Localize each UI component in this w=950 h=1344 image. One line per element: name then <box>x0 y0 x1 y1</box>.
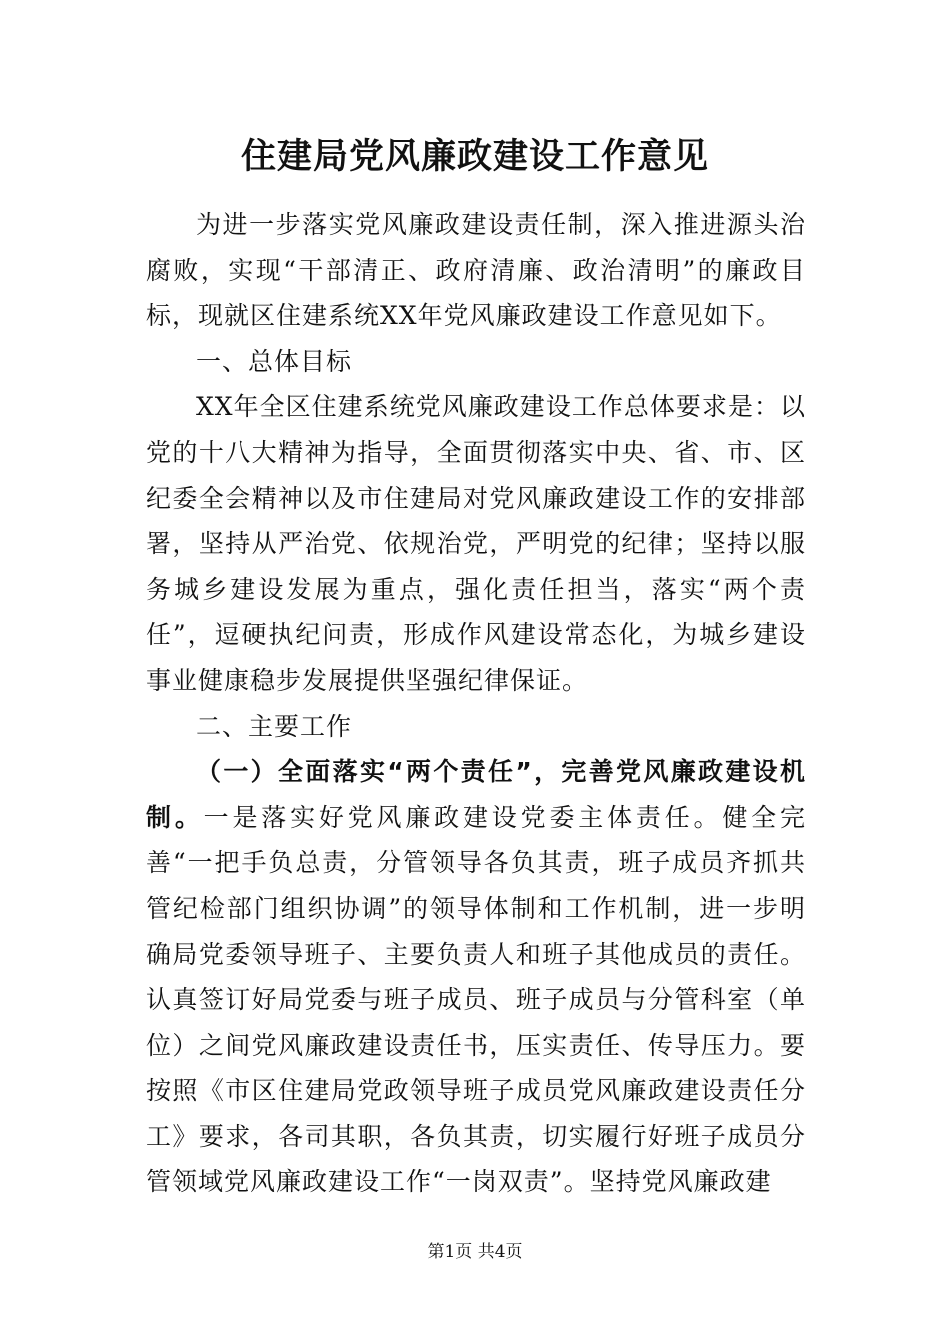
section-paragraph-overall-goal: XX年全区住建系统党风廉政建设工作总体要求是：以党的十八大精神为指导，全面贯彻落实中央、省、市、区纪委全会精神以及市住建局对党风廉政建设工作的安排部署，坚持从严治党、依规治党，严明党的纪律；坚持以服务城乡建设发展为重点，强化责任担当，落实“两个责任”，逗硬执纪问责，形成作风建设常态化，为城乡建设事业健康稳步发展提供坚强纪律保证。 <box>146 392 806 695</box>
section-heading-overall-goal: 一、总体目标 <box>196 346 353 376</box>
page-footer: 第1页 共4页 <box>427 1242 523 1262</box>
subsection-paragraph-1 <box>146 749 806 1205</box>
subsection-lead-1: （一）全面落实“两个责任”，完善党风廉政建设机制。 <box>146 757 806 832</box>
subsection-body-1: 一是落实好党风廉政建设党委主体责任。健全完善“一把手负总责，分管领导各负其责，班子成员齐抓共管纪检部门组织协调”的领导体制和工作机制，进一步明确局党委领导班子、主要负责人和班子其他成员的责任。认真签订好局党委与班子成员、班子成员与分管科室（单位）之间党风廉政建设责任书，压实责任、传导压力。要按照《市区住建局党政领导班子成员党风廉政建设责任分工》要求，各司其职，各负其责，切实履行好班子成员分管领域党风廉政建设工作“一岗双责”。坚持党风廉政建 <box>146 802 806 1197</box>
document-body <box>146 202 806 1205</box>
document-title: 住建局党风廉政建设工作意见 <box>240 136 709 177</box>
intro-paragraph: 为进一步落实党风廉政建设责任制，深入推进源头治腐败，实现“干部清正、政府清廉、政治清明”的廉政目标，现就区住建系统XX年党风廉政建设工作意见如下。 <box>146 210 806 331</box>
section-heading-main-work: 二、主要工作 <box>196 711 353 741</box>
